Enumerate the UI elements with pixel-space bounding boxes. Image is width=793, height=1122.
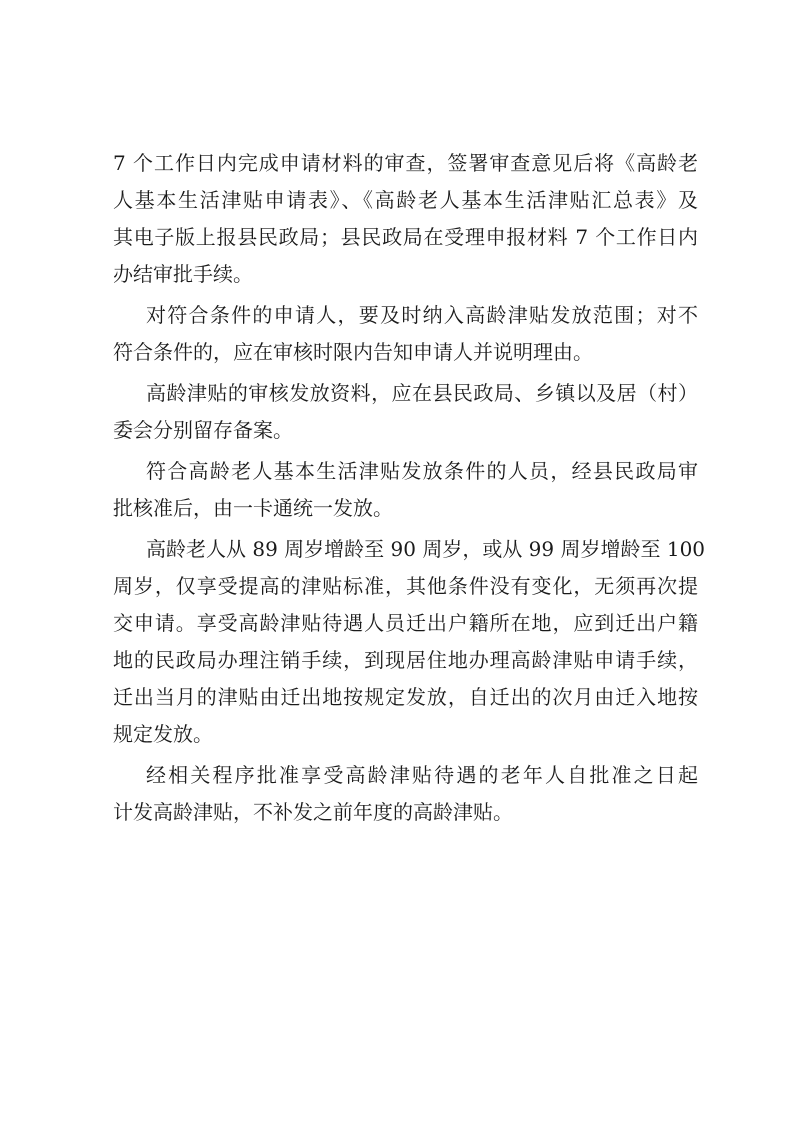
text-line: 委会分别留存备案。 (113, 418, 293, 442)
text-line: 周岁，仅享受提高的津贴标准，其他条件没有变化，无须再次提 (113, 574, 698, 598)
paragraph-eligibility-notice (113, 297, 698, 371)
text-line: 地的民政局办理注销手续，到现居住地办理高龄津贴申请手续， (113, 648, 698, 672)
text-line: 人基本生活津贴申请表》、《高龄老人基本生活津贴汇总表》及 (113, 188, 698, 212)
text-line: 符合条件的，应在审核时限内告知申请人并说明理由。 (113, 340, 593, 364)
paragraph-record-keeping (113, 375, 698, 449)
text-line: 计发高龄津贴，不补发之前年度的高龄津贴。 (113, 800, 513, 824)
text-line: 高龄老人从 89 周岁增龄至 90 周岁，或从 99 周岁增龄至 100 (146, 537, 706, 561)
text-line: 对符合条件的申请人，要及时纳入高龄津贴发放范围；对不 (146, 303, 698, 327)
text-line: 其电子版上报县民政局；县民政局在受理申报材料 7 个工作日内 (113, 225, 698, 249)
text-line: 高龄津贴的审核发放资料，应在县民政局、乡镇以及居（村） (146, 381, 698, 405)
paragraph-distribution (113, 453, 698, 527)
text-line: 办结审批手续。 (113, 262, 253, 286)
text-line: 批核准后，由一卡通统一发放。 (113, 496, 393, 520)
text-line: 交申请。享受高龄津贴待遇人员迁出户籍所在地，应到迁出户籍 (113, 611, 698, 635)
paragraph-age-transfer (113, 531, 706, 753)
text-line: 7 个工作日内完成申请材料的审查，签署审查意见后将《高龄老 (113, 151, 698, 175)
text-line: 迁出当月的津贴由迁出地按规定发放，自迁出的次月由迁入地按 (113, 685, 698, 709)
text-line: 符合高龄老人基本生活津贴发放条件的人员，经县民政局审 (146, 459, 698, 483)
text-line: 规定发放。 (113, 722, 213, 746)
document-body (113, 145, 706, 831)
text-line: 经相关程序批准享受高龄津贴待遇的老年人自批准之日起 (146, 763, 698, 787)
paragraph-review-procedure (113, 145, 698, 293)
paragraph-start-date (113, 757, 698, 831)
